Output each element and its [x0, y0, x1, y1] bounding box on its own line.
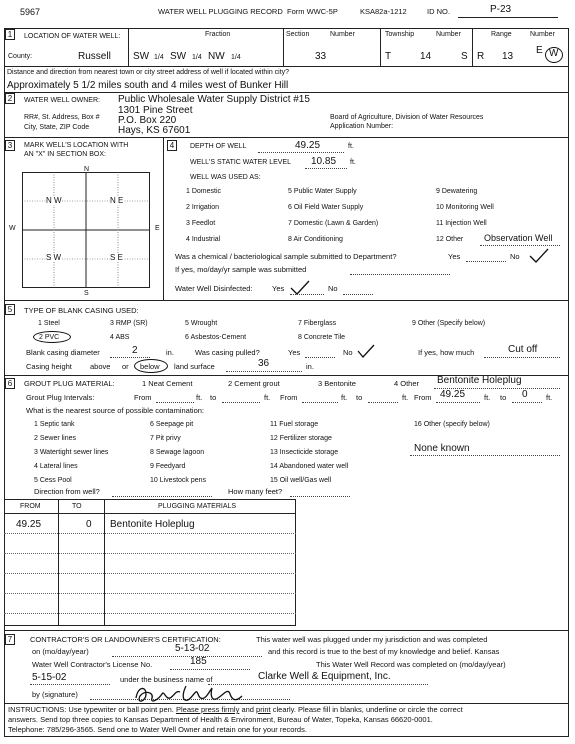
source-5-cess-pool[interactable]: 5 Cess Pool	[34, 477, 72, 484]
fraction-quarter-3[interactable]: NW	[208, 51, 225, 62]
township-label: Township	[385, 31, 415, 38]
source-2-sewer[interactable]: 2 Sewer lines	[34, 435, 77, 442]
range-number-label: Number	[530, 31, 555, 38]
static-level-label: WELL'S STATIC WATER LEVEL	[190, 159, 292, 166]
instructions-1b: Please press firmly	[175, 705, 240, 714]
id-label: ID NO.	[427, 7, 450, 16]
use-other-value[interactable]: Observation Well	[484, 233, 553, 243]
source-16-other[interactable]: 16 Other (specify below)	[414, 421, 490, 428]
distance-label: Distance and direction from nearest town or city street address of well if located within city?	[7, 69, 290, 76]
fraction-quarter-2[interactable]: SW	[170, 51, 187, 62]
owner-street[interactable]: 1301 Pine Street	[118, 105, 193, 116]
static-level-value[interactable]: 10.85	[311, 156, 337, 167]
business-name-label: under the business name of	[120, 675, 213, 684]
casing-or-label: or	[122, 362, 129, 371]
section-grid-box[interactable]	[22, 172, 150, 288]
source-7-pit-privy[interactable]: 7 Pit privy	[150, 435, 181, 442]
use-5-public-water[interactable]: 5 Public Water Supply	[288, 188, 357, 195]
casing-1-steel[interactable]: 1 Steel	[38, 320, 60, 327]
instructions-1c: and	[241, 705, 254, 714]
land-surface-label: land surface	[174, 362, 215, 371]
source-6-seepage[interactable]: 6 Seepage pit	[150, 421, 194, 428]
instructions-line-2: answers. Send top three copies to Kansas Department of Health & Environment, Bureau of Water, Topeka, Kansas 66620-0001.	[8, 715, 433, 724]
form-serial-number: 5967	[20, 7, 41, 17]
use-3-feedlot[interactable]: 3 Feedlot	[186, 220, 216, 227]
mark-location-label-1: MARK WELL'S LOCATION WITH	[24, 142, 129, 149]
interval-3-from-label: From	[414, 393, 432, 402]
section-1-number: 1	[5, 29, 15, 40]
interval-2-to-label: to	[356, 393, 363, 402]
grout-other-value[interactable]: Bentonite Holeplug	[437, 375, 522, 386]
grout-material-label: GROUT PLUG MATERIAL:	[24, 379, 115, 388]
source-4-lateral[interactable]: 4 Lateral lines	[34, 463, 78, 470]
fraction-q1-label: 1/4	[154, 54, 164, 61]
use-9-dewatering[interactable]: 9 Dewatering	[436, 188, 478, 195]
section-3-number: 3	[5, 140, 15, 151]
casing-4-abs[interactable]: 4 ABS	[110, 334, 130, 341]
township-prefix: T	[385, 51, 392, 62]
disinfected-no[interactable]: No	[328, 284, 338, 293]
how-much-value[interactable]: Cut off	[508, 344, 538, 355]
table-header-materials: PLUGGING MATERIALS	[158, 503, 237, 510]
source-11-fuel[interactable]: 11 Fuel storage	[270, 421, 319, 428]
quadrant-sw-label: S W	[46, 253, 62, 262]
table-row-to[interactable]: 0	[86, 519, 92, 530]
compass-n: N	[84, 166, 90, 173]
range-value[interactable]: 13	[502, 51, 514, 62]
source-15-oil-gas[interactable]: 15 Oil well/Gas well	[270, 477, 332, 484]
casing-height-label: Casing height	[26, 362, 72, 371]
signature-label: by (signature)	[32, 690, 78, 699]
interval-3-to-value[interactable]: 0	[522, 389, 528, 400]
township-value[interactable]: 14	[420, 51, 432, 62]
owner-value[interactable]: Public Wholesale Water Supply District #15	[118, 94, 310, 105]
section-6-number: 6	[5, 378, 15, 389]
use-12-other[interactable]: 12 Other	[436, 236, 464, 243]
range-prefix: R	[477, 51, 485, 62]
section-4-number: 4	[167, 140, 177, 151]
casing-above-option[interactable]: above	[90, 362, 111, 371]
interval-2-from-label: From	[280, 393, 298, 402]
id-value[interactable]: P-23	[490, 4, 512, 15]
section-number-label: Number	[330, 31, 355, 38]
grout-intervals-label: Grout Plug Intervals:	[26, 393, 95, 402]
casing-7-fiberglass[interactable]: 7 Fiberglass	[298, 320, 337, 327]
interval-3-from-unit: ft.	[484, 393, 491, 402]
quadrant-ne-label: N E	[110, 196, 124, 205]
casing-height-value[interactable]: 36	[258, 358, 270, 369]
source-9-feedyard[interactable]: 9 Feedyard	[150, 463, 186, 470]
interval-2-to-unit: ft.	[402, 393, 409, 402]
record-completed-date[interactable]: 5-15-02	[32, 672, 67, 683]
business-name-value[interactable]: Clarke Well & Equipment, Inc.	[258, 671, 391, 682]
quadrant-se-label: S E	[110, 253, 123, 262]
certification-text-1: This water well was plugged under my jurisdiction and was completed	[256, 635, 488, 644]
board-label: Board of Agriculture, Division of Water Resources	[330, 114, 484, 121]
use-10-monitoring[interactable]: 10 Monitoring Well	[436, 204, 494, 211]
owner-label: WATER WELL OWNER:	[24, 97, 100, 104]
casing-diameter-value[interactable]: 2	[132, 345, 138, 356]
instructions-1d: print	[256, 705, 271, 714]
ksa-reference: KSA82a-1212	[360, 7, 407, 16]
casing-pulled-no[interactable]: No	[343, 348, 353, 357]
use-2-irrigation[interactable]: 2 Irrigation	[186, 204, 220, 211]
section-5-number: 5	[5, 304, 15, 315]
static-level-unit: ft.	[350, 159, 356, 166]
use-7-domestic-lawn[interactable]: 7 Domestic (Lawn & Garden)	[288, 220, 379, 227]
instructions-line-3: Telephone: 785/296-3565. Send one to Water Well Owner and retain one for your records.	[8, 725, 307, 734]
use-4-industrial[interactable]: 4 Industrial	[186, 236, 221, 243]
license-label: Water Well Contractor's License No.	[32, 660, 153, 669]
interval-1-from-unit: ft.	[196, 393, 203, 402]
casing-type-label: TYPE OF BLANK CASING USED:	[24, 306, 139, 315]
casing-diameter-label: Blank casing diameter	[26, 348, 100, 357]
how-many-feet-label: How many feet?	[228, 487, 283, 496]
sample-date-question: If yes, mo/day/yr sample was submitted	[175, 265, 307, 274]
range-west-option[interactable]: W	[549, 48, 559, 59]
interval-1-to-label: to	[210, 393, 217, 402]
contamination-question: What is the nearest source of possible contamination:	[26, 406, 205, 415]
distance-value[interactable]: Approximately 5 1/2 miles south and 4 miles west of Bunker Hill	[7, 80, 289, 91]
use-1-domestic[interactable]: 1 Domestic	[186, 188, 222, 195]
casing-diameter-unit: in.	[166, 348, 174, 357]
instructions-1e: clearly. Please fill in blanks, underline or circle the correct	[272, 705, 463, 714]
casing-6-asbestos[interactable]: 6 Asbestos-Cement	[185, 334, 247, 341]
casing-3-rmp[interactable]: 3 RMP (SR)	[110, 320, 148, 327]
quadrant-nw-label: N W	[46, 196, 62, 205]
table-row-material[interactable]: Bentonite Holeplug	[110, 519, 195, 530]
compass-w: W	[9, 225, 16, 232]
source-3-watertight[interactable]: 3 Watertight sewer lines	[34, 449, 109, 456]
interval-3-from-value[interactable]: 49.25	[440, 389, 466, 400]
owner-box[interactable]: P.O. Box 220	[118, 115, 177, 126]
section-label: Section	[286, 31, 310, 38]
application-number-label: Application Number:	[330, 123, 394, 130]
use-6-oil-field[interactable]: 6 Oil Field Water Supply	[288, 204, 364, 211]
depth-unit: ft.	[348, 143, 354, 150]
township-number-label: Number	[436, 31, 461, 38]
source-8-lagoon[interactable]: 8 Sewage lagoon	[150, 449, 205, 456]
casing-pulled-label: Was casing pulled?	[195, 348, 260, 357]
section-7-number: 7	[5, 634, 15, 645]
chemical-sample-no-checkmark	[528, 248, 550, 264]
casing-5-wrought[interactable]: 5 Wrought	[185, 320, 218, 327]
casing-pulled-no-checkmark	[356, 344, 376, 359]
instructions-line-1	[8, 706, 463, 714]
casing-9-other[interactable]: 9 Other (Specify below)	[412, 320, 486, 327]
fraction-label: Fraction	[205, 31, 231, 38]
well-used-label: WELL WAS USED AS:	[190, 174, 261, 181]
table-header-from: FROM	[20, 503, 41, 510]
county-label: County:	[8, 53, 33, 60]
source-10-livestock[interactable]: 10 Livestock pens	[150, 477, 207, 484]
license-value[interactable]: 185	[190, 656, 207, 667]
certification-title: CONTRACTOR'S OR LANDOWNER'S CERTIFICATION:	[30, 635, 221, 644]
interval-3-to-label: to	[500, 393, 507, 402]
casing-8-concrete[interactable]: 8 Concrete Tile	[298, 334, 346, 341]
interval-3-to-unit: ft.	[546, 393, 553, 402]
disinfected-label: Water Well Disinfected:	[175, 284, 253, 293]
address-label: RR#, St. Address, Box #	[24, 114, 100, 121]
compass-s: S	[84, 290, 89, 297]
chemical-sample-yes[interactable]: Yes	[448, 252, 461, 261]
county-value[interactable]: Russell	[78, 51, 111, 62]
table-row-from[interactable]: 49.25	[16, 519, 42, 530]
range-east-option[interactable]: E	[536, 45, 543, 56]
depth-value[interactable]: 49.25	[295, 140, 321, 151]
city-state-zip-label: City, State, ZIP Code	[24, 124, 90, 131]
use-8-air-conditioning[interactable]: 8 Air Conditioning	[288, 236, 343, 243]
grout-2-cement-grout[interactable]: 2 Cement grout	[228, 379, 280, 388]
casing-below-option[interactable]: below	[140, 362, 160, 371]
chemical-sample-question: Was a chemical / bacteriological sample submitted to Department?	[175, 252, 397, 261]
compass-e: E	[155, 225, 160, 232]
casing-height-unit: in.	[306, 362, 314, 371]
casing-2-pvc[interactable]: 2 PVC	[39, 334, 60, 341]
interval-2-from-unit: ft.	[341, 393, 348, 402]
direction-label: Direction from well?	[34, 487, 100, 496]
section-2-number: 2	[5, 93, 15, 104]
range-label: Range	[491, 31, 512, 38]
chemical-sample-no[interactable]: No	[510, 252, 520, 261]
depth-label: DEPTH OF WELL	[190, 143, 247, 150]
fraction-q3-label: 1/4	[231, 54, 241, 61]
table-header-to: TO	[72, 503, 82, 510]
section-value[interactable]: 33	[315, 51, 327, 62]
grout-4-other[interactable]: 4 Other	[394, 379, 420, 388]
disinfected-yes[interactable]: Yes	[272, 284, 285, 293]
interval-1-to-unit: ft.	[264, 393, 271, 402]
source-1-septic[interactable]: 1 Septic tank	[34, 421, 75, 428]
source-13-insecticide[interactable]: 13 Insecticide storage	[270, 449, 339, 456]
mark-location-label-2: AN "X" IN SECTION BOX:	[24, 151, 106, 158]
location-label: LOCATION OF WATER WELL:	[24, 33, 121, 40]
township-suffix: S	[461, 51, 468, 62]
instructions-1a: INSTRUCTIONS: Use typewriter or ball point pen.	[8, 705, 174, 714]
fraction-q2-label: 1/4	[192, 54, 202, 61]
completed-on-date[interactable]: 5-13-02	[175, 643, 210, 654]
interval-1-from-label: From	[134, 393, 152, 402]
source-14-abandoned[interactable]: 14 Abandoned water well	[270, 463, 349, 470]
source-12-fertilizer[interactable]: 12 Fertilizer storage	[270, 435, 332, 442]
fraction-quarter-1[interactable]: SW	[133, 51, 150, 62]
grout-1-neat-cement[interactable]: 1 Neat Cement	[142, 379, 193, 388]
record-completed-label: This Water Well Record was completed on (mo/day/year)	[316, 660, 506, 669]
completed-on-label: on (mo/day/year)	[32, 647, 89, 656]
casing-pulled-yes[interactable]: Yes	[288, 348, 301, 357]
how-much-label: If yes, how much	[418, 348, 475, 357]
source-other-value[interactable]: None known	[414, 443, 470, 454]
form-title: WATER WELL PLUGGING RECORD	[158, 7, 283, 16]
form-number: Form WWC-5P	[287, 7, 338, 16]
owner-city[interactable]: Hays, KS 67601	[118, 125, 191, 136]
certification-text-2: and this record is true to the best of my knowledge and belief. Kansas	[268, 647, 500, 656]
grout-3-bentonite[interactable]: 3 Bentonite	[318, 379, 356, 388]
use-11-injection[interactable]: 11 Injection Well	[436, 220, 487, 227]
